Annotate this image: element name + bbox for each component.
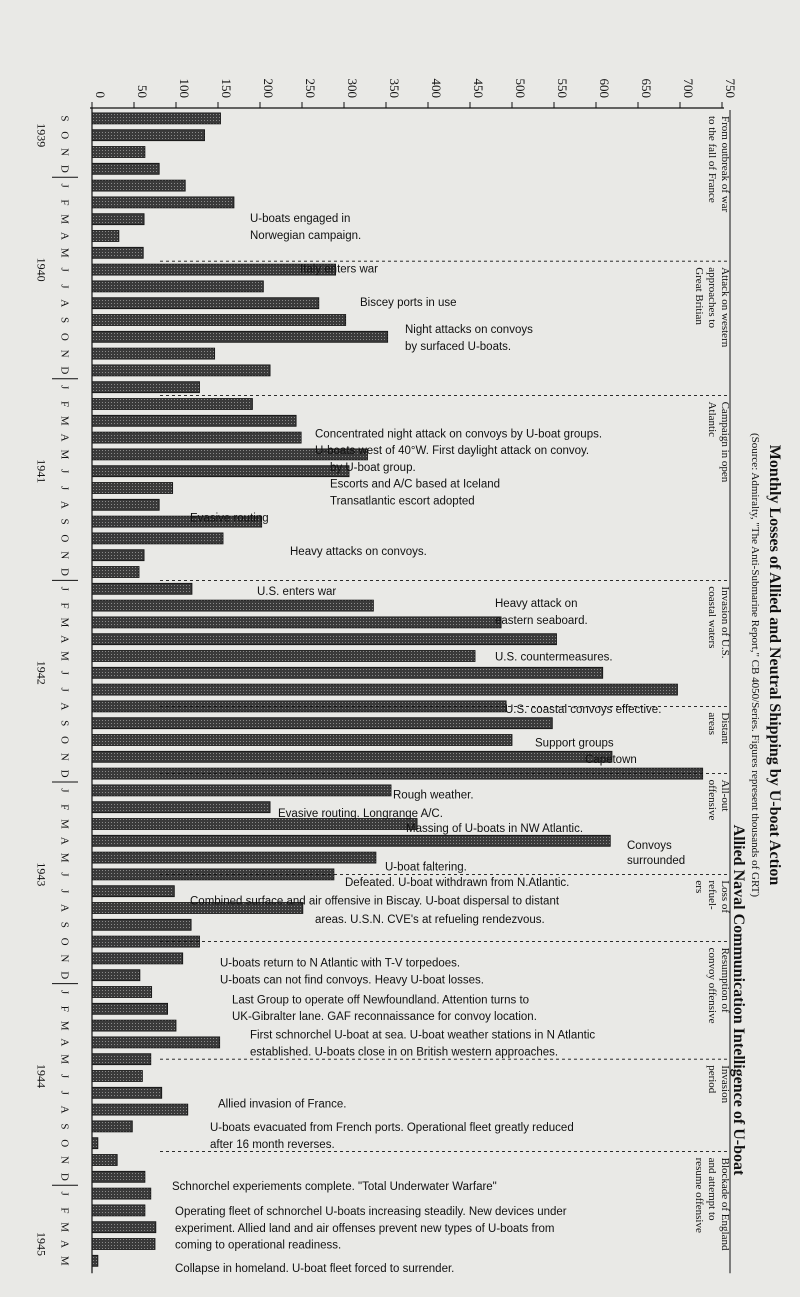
bar xyxy=(92,617,501,628)
month-label: S xyxy=(58,1123,71,1130)
year-label: 1945 xyxy=(34,1232,49,1256)
event-label: Schnorchel experiements complete. "Total Underwater Warfare" xyxy=(172,1180,497,1193)
month-label: M xyxy=(58,852,71,863)
event-label: U-boats engaged in xyxy=(250,213,351,226)
bar xyxy=(92,1003,168,1014)
bar xyxy=(92,247,143,258)
bar xyxy=(92,1138,98,1149)
bar xyxy=(92,533,223,544)
bar xyxy=(92,751,612,762)
bar xyxy=(92,567,139,578)
month-label: M xyxy=(58,415,71,426)
year-label: 1943 xyxy=(34,862,49,887)
month-label: M xyxy=(58,651,71,661)
month-label: J xyxy=(58,485,71,491)
bar xyxy=(92,415,296,426)
bar xyxy=(92,1205,145,1216)
month-label: M xyxy=(58,1020,71,1031)
tick-label: 300 xyxy=(345,78,360,98)
phase-label: Invasion xyxy=(719,1065,731,1104)
phase-label: convoy offensive xyxy=(706,947,718,1024)
event-label: U-boats west of 40°W. First daylight attack on convoy. xyxy=(315,445,590,458)
month-label: N xyxy=(58,349,71,358)
tick-label: 500 xyxy=(513,78,528,98)
tick-label: 550 xyxy=(555,78,570,98)
bar xyxy=(92,835,610,846)
tick-label: 200 xyxy=(261,78,276,98)
phase-label: offensive xyxy=(706,779,718,821)
tick-label: 700 xyxy=(681,78,696,98)
phase-label: ers xyxy=(693,880,705,894)
month-label: J xyxy=(58,889,71,894)
month-label: M xyxy=(58,617,71,628)
bar xyxy=(92,197,234,208)
month-label: F xyxy=(58,400,71,408)
bar xyxy=(92,919,191,930)
tick-label: 150 xyxy=(219,78,234,98)
month-label: F xyxy=(58,199,71,206)
month-label: D xyxy=(58,1172,71,1181)
bar xyxy=(92,113,221,124)
phase-label: All-out xyxy=(719,779,731,812)
bar xyxy=(92,718,552,729)
bar xyxy=(92,987,152,998)
month-label: J xyxy=(58,183,71,188)
month-label: J xyxy=(58,687,71,692)
phase-label: Distant xyxy=(719,712,731,745)
month-label: S xyxy=(58,316,71,324)
month-label: O xyxy=(58,131,71,140)
phase-label: coastal waters xyxy=(706,586,718,649)
event-label: First schnorchel U-boat at sea. U-boat weather stations in N Atlantic xyxy=(250,1029,596,1042)
month-label: O xyxy=(58,332,71,341)
bar xyxy=(92,852,376,863)
phase-label: Blockade of England xyxy=(719,1157,731,1251)
bar xyxy=(92,1104,188,1115)
month-label: J xyxy=(58,670,71,675)
month-label: A xyxy=(58,702,71,711)
month-label: M xyxy=(58,1222,71,1233)
tick-label: 650 xyxy=(639,78,654,98)
event-label: U-boat faltering. xyxy=(385,861,467,874)
bar xyxy=(92,1020,176,1031)
bar xyxy=(92,1037,220,1048)
phase-label: Loss of xyxy=(719,880,731,914)
tick-label: 750 xyxy=(723,78,738,98)
month-label: F xyxy=(58,602,71,609)
event-label: Transatlantic escort adopted xyxy=(330,495,475,508)
month-label: N xyxy=(58,551,71,560)
event-label: Evasive routing. Longrange A/C. xyxy=(278,807,443,820)
bar xyxy=(92,936,200,947)
event-label: Allied invasion of France. xyxy=(218,1098,347,1111)
event-label: Operating fleet of schnorchel U-boats increasing steadily. New devices under xyxy=(175,1206,567,1219)
bar xyxy=(92,651,475,662)
month-label: J xyxy=(58,1191,71,1196)
bar xyxy=(92,869,334,880)
phase-label: From outbreak of war xyxy=(719,116,731,213)
chart-title-2: Allied Naval Communication Intelligence of U-boat xyxy=(730,824,747,1176)
month-label: D xyxy=(58,971,71,980)
month-label: A xyxy=(58,1105,71,1114)
event-label: U-boats return to N Atlantic with T-V torpedoes. xyxy=(220,957,461,970)
event-label: U-boats evacuated from French ports. Operational fleet greatly reduced xyxy=(210,1122,574,1135)
event-label: Capetown xyxy=(585,754,637,767)
bar xyxy=(92,1239,155,1250)
month-label: D xyxy=(58,769,71,778)
tick-label: 600 xyxy=(597,78,612,98)
month-label: A xyxy=(58,433,71,442)
month-label: F xyxy=(58,1005,71,1012)
bar xyxy=(92,147,145,158)
month-label: A xyxy=(58,299,71,308)
event-label: Concentrated night attack on convoys by U-boat groups. xyxy=(315,428,603,441)
bar xyxy=(92,1121,132,1132)
bar xyxy=(92,298,319,309)
month-label: M xyxy=(58,1255,71,1266)
month-label: S xyxy=(58,921,71,928)
tick-label: 0 xyxy=(93,91,108,98)
phase-label: Invasion of U.S. xyxy=(719,586,731,659)
phase-label: refuel- xyxy=(706,880,718,910)
month-label: N xyxy=(58,752,71,761)
event-label: Collapse in homeland. U-boat fleet forced to surrender. xyxy=(175,1263,455,1276)
bars xyxy=(92,113,703,1266)
month-label: O xyxy=(58,937,71,946)
phase-label: Campaign in open xyxy=(719,401,731,483)
event-label: Last Group to operate off Newfoundland. Attention turns to xyxy=(232,994,530,1007)
month-label: J xyxy=(58,385,71,390)
bar xyxy=(92,802,270,813)
bar xyxy=(92,819,417,830)
phase-label: approaches to xyxy=(706,267,718,328)
month-label: F xyxy=(58,804,71,811)
bar xyxy=(92,180,185,191)
event-label: by surfaced U-boats. xyxy=(405,340,512,353)
bar xyxy=(92,1155,117,1166)
phase-label: resume offensive xyxy=(693,1157,705,1233)
event-label: UK-Gibralter lane. GAF reconnaissance for convoy location. xyxy=(232,1011,537,1024)
month-label: S xyxy=(58,115,71,122)
event-label: experiment. Allied land and air offenses prevent new types of U-boats from xyxy=(175,1222,555,1235)
bar xyxy=(92,214,144,225)
bar xyxy=(92,365,270,376)
chart-title: Monthly Losses of Allied and Neutral Shipping by U-boat Action xyxy=(766,444,783,886)
month-label: A xyxy=(58,1240,71,1248)
month-label: J xyxy=(58,989,71,995)
month-label: M xyxy=(58,214,71,225)
bar xyxy=(92,634,557,645)
event-label: U.S. countermeasures. xyxy=(495,651,613,664)
event-label: established. U-boats close in on British western approaches. xyxy=(250,1046,559,1059)
bar xyxy=(92,231,119,242)
month-label: J xyxy=(58,1073,71,1079)
phase-label: to the fall of France xyxy=(706,116,718,203)
tick-label: 450 xyxy=(471,78,486,98)
event-label: Combined surface and air offensive in Biscay. U-boat dispersal to distant xyxy=(190,895,560,908)
bar xyxy=(92,1255,98,1266)
tick-label: 100 xyxy=(177,78,192,98)
month-label: D xyxy=(58,568,71,576)
event-label: Night attacks on convoys xyxy=(405,324,533,337)
bar xyxy=(92,281,263,292)
tick-label: 50 xyxy=(135,85,150,98)
month-label: A xyxy=(58,500,71,509)
month-label: S xyxy=(58,518,71,525)
bar xyxy=(92,600,373,611)
event-label: U.S. enters war xyxy=(257,586,337,599)
month-label: J xyxy=(58,1090,71,1095)
phase-label: Great Britian xyxy=(693,267,705,325)
phase-label: areas xyxy=(706,712,718,735)
tick-label: 250 xyxy=(303,78,318,98)
month-label: A xyxy=(58,1038,71,1047)
month-label: J xyxy=(58,267,71,272)
bar xyxy=(92,970,140,981)
bar xyxy=(92,1071,142,1082)
phase-label: Attack on western xyxy=(719,267,731,348)
bar xyxy=(92,953,183,964)
event-label: coming to operational readiness. xyxy=(175,1239,342,1252)
bar xyxy=(92,684,677,695)
month-label: O xyxy=(58,1139,71,1148)
event-label: surrounded xyxy=(627,854,686,867)
event-label: by U-boat group. xyxy=(330,461,416,474)
event-label: Italy enters war xyxy=(300,263,378,276)
tick-label: 400 xyxy=(429,78,444,98)
month-label: J xyxy=(58,872,71,877)
month-label: J xyxy=(58,788,71,793)
bar xyxy=(92,348,215,359)
event-label: Support groups xyxy=(535,737,614,750)
event-label: Heavy attack on xyxy=(495,597,578,610)
month-label: N xyxy=(58,954,71,963)
month-label: J xyxy=(58,469,71,474)
event-label: Convoys xyxy=(627,839,672,852)
bar xyxy=(92,1222,156,1233)
bar xyxy=(92,1087,162,1098)
bar xyxy=(92,583,192,594)
month-label: M xyxy=(58,1054,71,1065)
bar xyxy=(92,130,205,141)
month-label: O xyxy=(58,534,71,543)
month-label: D xyxy=(58,366,71,375)
event-label: U-boats can not find convoys. Heavy U-boat losses. xyxy=(220,974,484,987)
month-label: A xyxy=(58,232,71,240)
phase-label: and attempt to xyxy=(706,1157,718,1221)
event-label: Defeated. U-boat withdrawn from N.Atlantic. xyxy=(345,876,570,889)
event-label: Escorts and A/C based at Iceland xyxy=(330,478,501,491)
month-label: A xyxy=(58,904,71,912)
event-label: Rough weather. xyxy=(393,789,474,802)
month-label: M xyxy=(58,449,71,460)
month-label: O xyxy=(58,736,71,744)
month-label: D xyxy=(58,164,71,173)
tick-label: 350 xyxy=(387,78,402,98)
chart-subtitle: (Source: Admiralty, "The Anti-Submarine Report," CB 4050/Series. Figures represent thousands of GRT) xyxy=(749,432,761,898)
bar xyxy=(92,331,388,342)
bar xyxy=(92,550,144,561)
bar xyxy=(92,499,159,510)
bar xyxy=(92,785,391,796)
event-label: Biscey ports in use xyxy=(360,297,457,310)
year-label: 1941 xyxy=(34,459,49,484)
year-label: 1939 xyxy=(34,123,49,148)
month-axis xyxy=(34,115,78,1266)
year-label: 1944 xyxy=(34,1064,49,1088)
bar xyxy=(92,399,252,410)
event-label: Norwegian campaign. xyxy=(250,230,362,243)
month-label: A xyxy=(58,836,71,845)
bar xyxy=(92,1054,151,1065)
phase-label: Atlantic xyxy=(706,401,718,438)
bar xyxy=(92,432,301,443)
bar xyxy=(92,483,173,494)
month-label: N xyxy=(58,1156,71,1164)
month-label: M xyxy=(58,247,71,258)
month-label: N xyxy=(58,148,71,156)
event-label: eastern seaboard. xyxy=(495,614,588,627)
bar xyxy=(92,1171,145,1182)
bar xyxy=(92,735,512,746)
month-label: J xyxy=(58,586,71,591)
bar xyxy=(92,382,200,393)
bar xyxy=(92,886,174,897)
month-label: J xyxy=(58,284,71,289)
event-label: Evasive routing xyxy=(190,512,269,525)
title-block xyxy=(730,433,783,1176)
event-label: areas. U.S.N. CVE's at refueling rendezvous. xyxy=(315,913,545,926)
bar xyxy=(92,667,603,678)
month-label: A xyxy=(58,635,71,644)
phase-label: Resumption of xyxy=(719,947,731,1013)
phase-label: period xyxy=(706,1065,718,1094)
event-label: Heavy attacks on convoys. xyxy=(290,545,427,558)
bar xyxy=(92,315,346,326)
bar xyxy=(92,163,159,174)
year-label: 1942 xyxy=(34,660,49,685)
month-label: M xyxy=(58,819,71,829)
bar xyxy=(92,1188,151,1199)
month-label: F xyxy=(58,1207,71,1214)
year-label: 1940 xyxy=(34,257,49,282)
bar xyxy=(92,466,349,477)
month-label: S xyxy=(58,720,71,727)
event-label: after 16 month reverses. xyxy=(210,1138,335,1151)
event-label: U.S. coastal convoys effective. xyxy=(505,703,662,716)
event-label: Massing of U-boats in NW Atlantic. xyxy=(406,823,584,836)
